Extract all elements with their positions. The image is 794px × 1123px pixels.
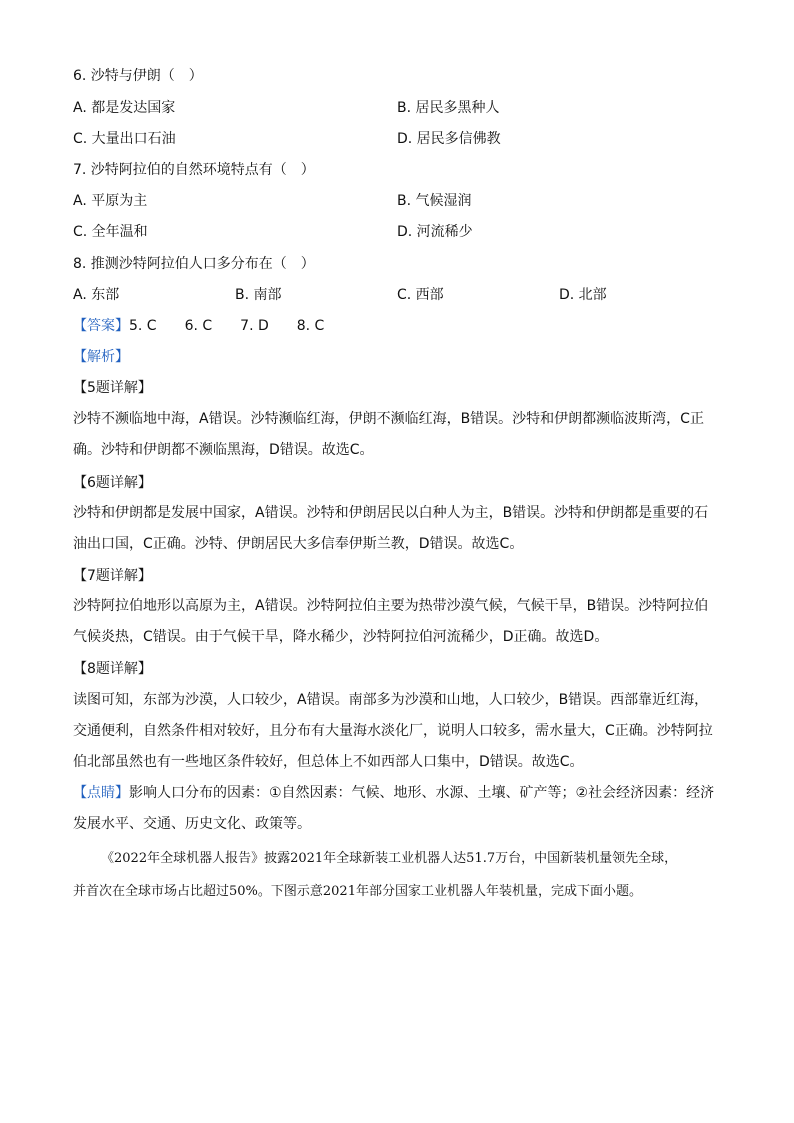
- question-8-option-d: D. 北部: [559, 287, 607, 303]
- intro-paragraph: [73, 842, 733, 908]
- intro-line: 并首次在全球市场占比超过50%。下图示意2021年部分国家工业机器人年装机量，完成下面小题。: [73, 884, 642, 899]
- detail-8-title: 【8题详解】: [73, 661, 152, 677]
- analysis-tag: 【解析】: [73, 349, 129, 365]
- detail-6-body: [73, 498, 723, 560]
- question-7-option-b: B. 气候湿润: [397, 193, 472, 209]
- question-7-option-d: D. 河流稀少: [397, 224, 473, 240]
- detail-5-line: 确。沙特和伊朗都不濒临黑海，D错误。故选C。: [73, 442, 374, 458]
- detail-7-line: 沙特阿拉伯地形以高原为主，A错误。沙特阿拉伯主要为热带沙漠气候，气候干旱，B错误。沙特阿拉伯: [73, 598, 709, 614]
- answer-tag: 【答案】: [73, 318, 129, 334]
- detail-8-line: 交通便利，自然条件相对较好，且分布有大量海水淡化厂，说明人口较多，需水量大，C正确。沙特阿拉: [73, 723, 713, 739]
- intro-line: 《2022年全球机器人报告》披露2021年全球新装工业机器人达51.7万台，中国新装机量领先全球，: [101, 851, 678, 866]
- question-6-option-b: B. 居民多黑种人: [397, 100, 500, 116]
- question-6-option-c: C. 大量出口石油: [73, 131, 176, 147]
- question-6-option-d: D. 居民多信佛教: [397, 131, 501, 147]
- question-8-option-b: B. 南部: [235, 287, 282, 303]
- detail-8-line: 读图可知，东部为沙漠，人口较少，A错误。南部多为沙漠和山地，人口较少，B错误。西部靠近红海，: [73, 692, 709, 708]
- detail-7-body: [73, 591, 723, 653]
- question-7-stem: 7. 沙特阿拉伯的自然环境特点有（ ）: [73, 162, 315, 178]
- detail-8-body: [73, 685, 723, 778]
- detail-6-title: 【6题详解】: [73, 475, 152, 491]
- question-7-option-c: C. 全年温和: [73, 224, 148, 240]
- tip-block: [73, 778, 723, 840]
- detail-7-line: 气候炎热，C错误。由于气候干旱，降水稀少，沙特阿拉伯河流稀少，D正确。故选D。: [73, 629, 609, 645]
- question-6-stem: 6. 沙特与伊朗（ ）: [73, 68, 203, 84]
- detail-5-title: 【5题详解】: [73, 380, 152, 396]
- tip-tag: 【点睛】: [73, 785, 129, 801]
- tip-line: [73, 778, 723, 809]
- answer-text: 5. C 6. C 7. D 8. C: [129, 318, 325, 334]
- tip-text: 影响人口分布的因素：①自然因素：气候、地形、水源、土壤、矿产等；②社会经济因素：经济: [129, 785, 715, 801]
- question-6-option-a: A. 都是发达国家: [73, 100, 176, 116]
- answer-line: [73, 316, 324, 336]
- question-8-option-c: C. 西部: [397, 287, 444, 303]
- detail-5-body: [73, 404, 723, 466]
- question-7-option-a: A. 平原为主: [73, 193, 148, 209]
- detail-8-line: 伯北部虽然也有一些地区条件较好，但总体上不如西部人口集中，D错误。故选C。: [73, 754, 584, 770]
- question-8-stem: 8. 推测沙特阿拉伯人口多分布在（ ）: [73, 256, 315, 272]
- detail-5-line: 沙特不濒临地中海，A错误。沙特濒临红海，伊朗不濒临红海，B错误。沙特和伊朗都濒临波斯湾，C正: [73, 411, 704, 427]
- detail-6-line: 沙特和伊朗都是发展中国家，A错误。沙特和伊朗居民以白种人为主，B错误。沙特和伊朗都是重要的石: [73, 505, 709, 521]
- detail-6-line: 油出口国，C正确。沙特、伊朗居民大多信奉伊斯兰教，D错误。故选C。: [73, 536, 524, 552]
- question-8-option-a: A. 东部: [73, 287, 120, 303]
- detail-7-title: 【7题详解】: [73, 568, 152, 584]
- tip-line-2: 发展水平、交通、历史文化、政策等。: [73, 816, 311, 832]
